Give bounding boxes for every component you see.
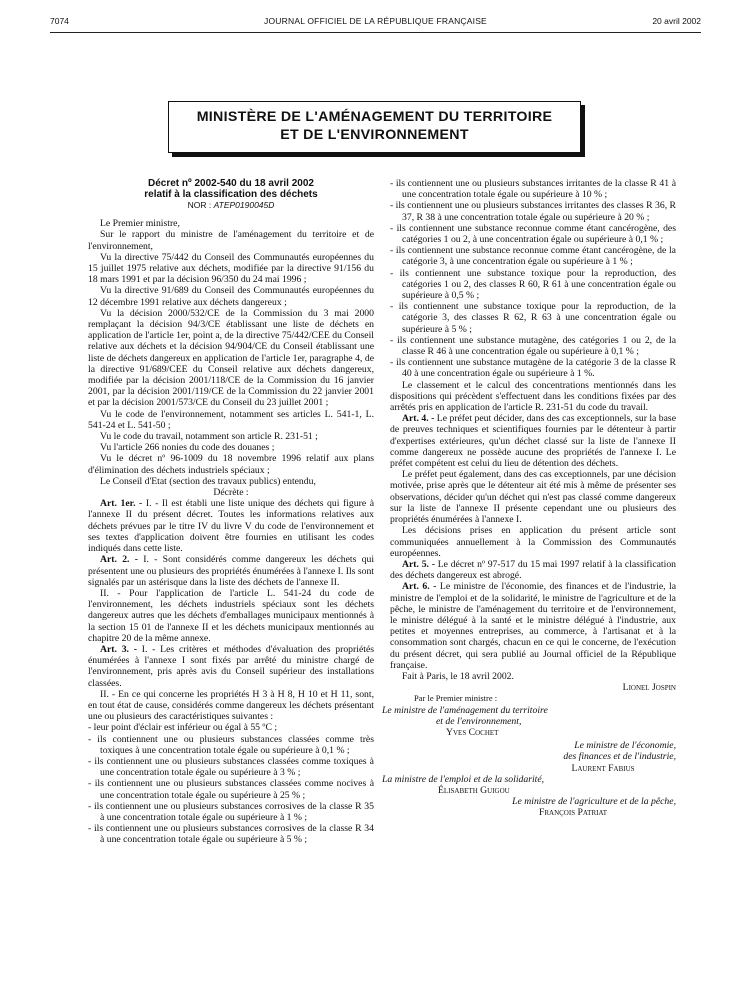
signature-title: Le ministre de l'économie, [574,740,676,752]
signatory-name: Yves Cochet [446,726,499,738]
list-item: - ils contiennent une substance mutagène, des catégories 1 ou 2, de la classe R 46 à une concentration égale ou supérieure à 0,1 % ; [390,334,676,358]
header-rule [50,32,701,33]
ministry-line-1: MINISTÈRE DE L'AMÉNAGEMENT DU TERRITOIRE [196,109,553,125]
running-header [50,16,701,30]
preamble-paragraph: Vu le décret nº 96-1009 du 18 novembre 1996 relatif aux plans d'élimination des déchets industriels spéciaux ; [88,453,374,476]
signature-block-agriculture [390,796,676,818]
article-label: Art. 6. - [402,581,437,593]
signature-title: et de l'environnement, [436,715,522,727]
list-item: - ils contiennent une substance reconnue comme étant cancérogène, des catégories 1 ou 2, à une concentration égale ou supérieure à 0,1 % ; [390,222,676,246]
article-text: Le décret nº 97-517 du 15 mai 1997 relatif à la classification des déchets dangereux est abrogé. [390,558,677,582]
signature-block-environment [382,705,676,739]
signature-title: des finances et de l'industrie, [563,751,676,763]
list-item: - ils contiennent une ou plusieurs substances corrosives de la classe R 34 à une concentration totale égale ou supérieure à 5 % ; [88,823,374,846]
by-prime-minister: Par le Premier ministre : [414,693,498,704]
article-1 [88,498,374,554]
list-item: - ils contiennent une substance toxique pour la reproduction, des catégories 1 ou 2, des classes R 60, R 61 à une concentration égale ou supérieure à 0,5 % ; [390,267,676,302]
right-column [382,178,677,819]
nor-label: NOR : [187,200,212,210]
article-2 [88,554,374,588]
article-4 [390,413,676,469]
preamble-paragraph: Sur le rapport du ministre de l'aménagement du territoire et de l'environnement, [88,229,374,252]
preamble-paragraph: Le Conseil d'Etat (section des travaux publics) entendu, [100,475,316,487]
decree-title-line-1: Décret nº 2002-540 du 18 avril 2002 [148,178,314,189]
list-item: - ils contiennent une ou plusieurs substances corrosives de la classe R 35 à une concentration totale égale ou supérieure à 1 % ; [88,800,374,823]
list-item: - ils contiennent une ou plusieurs substances irritantes des classes R 36, R 37, R 38 à une concentration totale égale ou supérieure à 20 % ; [390,200,676,223]
signature-title: La ministre de l'emploi et de la solidarité, [382,773,545,785]
nor-value: ATEP0190045D [213,200,275,210]
article-text: I. - Il est établi une liste unique des déchets qui figure à l'annexe II du présent décret. Toutes les informations relatives aux déchets prévues par le titre IV du livre V du code de l'environnement et ses textes d'application doivent être fournies en utilisant les codes indiqués dans cette liste. [88,498,374,555]
article-label: Art. 5. - [402,558,435,570]
article-text: Le ministre de l'économie, des finances et de l'industrie, la ministre de l'emploi et de la solidarité, le ministre de l'agriculture et de la pêche, le ministre de l'aménagement du territoire et de l'environnement, le ministre délégué à la santé et le ministre délégué à l'industrie, aux petites et moyennes entreprises, au commerce, à l'artisanat et à la consommation sont chargés, chacun en ce qui le concerne, de l'exécution du présent décret, qui sera publié au Journal officiel de la République française. [390,581,677,671]
signatory-name: Élisabeth Guigou [438,784,510,796]
preamble-paragraph: Vu la directive 91/689 du Conseil des Communautés européennes du 12 décembre 1991 relative aux déchets dangereux ; [88,285,374,308]
ministry-box [168,101,581,153]
article-4-paragraph: Le préfet peut également, dans des cas exceptionnels, par une décision motivée, prise après que le détenteur ait été mis à même de présenter ses observations, décider qu'un déchet qui n'est pas classé comme dangereux sur la liste de l'annexe II présente cependant une ou plusieurs des propriétés énumérées à l'annexe I. [390,469,676,526]
nor-reference [88,200,374,211]
ministry-line-2: ET DE L'ENVIRONNEMENT [280,127,469,143]
issue-date: 20 avril 2002 [652,16,701,26]
page-number: 7074 [50,16,69,26]
signature-title: Le ministre de l'agriculture et de la pêche, [512,796,676,808]
list-item: - leur point d'éclair est inférieur ou égal à 55 ºC ; [88,722,278,734]
article-4-paragraph: Les décisions prises en application du présent article sont communiquées annuellement à la Commission des Communautés européennes. [390,525,676,559]
article-2-ii: II. - Pour l'application de l'article L. 541-24 du code de l'environnement, les déchets industriels spéciaux sont les déchets dangereux autres que les déchets d'emballages municipaux mentionnés à la section 15 01 de l'annexe II et les déchets municipaux mentionnés au chapitre 20 de la même annexe. [88,587,374,644]
preamble-paragraph: Le Premier ministre, [100,218,180,230]
signature-title: Le ministre de l'aménagement du territoire [382,704,548,716]
classification-paragraph: Le classement et le calcul des concentrations mentionnés dans les dispositions qui précèdent s'effectuent dans les conditions fixées par des arrêtés pris en application de l'article R. 231-51 du code du travail. [390,379,676,414]
journal-title: JOURNAL OFFICIEL DE LA RÉPUBLIQUE FRANÇAISE [264,16,487,26]
signature-place-date: Fait à Paris, le 18 avril 2002. [402,670,514,682]
list-item: - ils contiennent une substance mutagène de la catégorie 3 de la classe R 40 à une concentration égale ou supérieure à 1 %. [390,357,676,380]
decree-title-line-2: relatif à la classification des déchets [144,189,318,200]
signature-block-economy [390,740,676,774]
signatory-prime-minister: Lionel Jospin [622,682,676,694]
signature-block-employment [382,774,676,796]
list-item: - ils contiennent une ou plusieurs substances classées comme nocives à une concentration totale égale ou supérieure à 25 % ; [88,778,374,801]
article-label: Art. 1er. - [100,498,143,510]
decrees-heading: Décrète : [213,487,249,499]
article-3 [88,644,374,689]
list-item: - ils contiennent une ou plusieurs substances irritantes de la classe R 41 à une concentration totale égale ou supérieure à 10 % ; [390,178,676,201]
article-3-ii: II. - En ce qui concerne les propriétés H 3 à H 8, H 10 et H 11, sont, en tout état de cause, considérés comme dangereux les déchets présentant une ou plusieurs des caractéristiques suivantes : [88,688,374,723]
article-label: Art. 3. - [100,643,137,655]
article-label: Art. 2. - [100,554,138,566]
article-text: I. - Sont considérés comme dangereux les déchets qui présentent une ou plusieurs des propriétés énumérées à l'annexe I. Ils sont signalés par un astérisque dans la liste des déchets de l'annexe II. [88,554,375,588]
preamble-paragraph: Vu la décision 2000/532/CE de la Commission du 3 mai 2000 remplaçant la décision 94/3/CE établissant une liste de déchets en application de l'article 1er, point a, de la directive 75/442/CEE du Conseil relative aux déchets et la décision 94/904/CE du Conseil établissant une liste de déchets dangereux en application de l'article 1er, paragraphe 4, de la directive 91/689/CEE du Conseil relative aux déchets dangereux, modifiée par la décision 2001/118/CE de la Commission du 16 janvier 2001, par la décision 2001/119/CE de la Commission du 22 janvier 2001 et par la décision 2001/573/CE du Conseil du 23 juillet 2001 ; [88,307,374,409]
list-item: - ils contiennent une substance reconnue comme étant cancérogène, de la catégorie 3, à une concentration égale ou supérieure à 1 % ; [390,245,676,268]
decree-title [88,178,374,200]
article-text: I. - Les critères et méthodes d'évaluation des propriétés énumérées à l'annexe I sont fixés par arrêté du ministre chargé de l'environnement, pris après avis du Conseil supérieur des installations classées. [88,643,375,689]
list-item: - ils contiennent une ou plusieurs substances classées comme très toxiques à une concentration totale égale ou supérieure à 0,1 % ; [88,733,374,756]
article-text: Le préfet peut décider, dans des cas exceptionnels, sur la base de preuves techniques et scientifiques fournies par le détenteur à partir d'expertises extérieures, qu'un déchet classé sur la liste de l'annexe II comme dangereux ne possède aucune des propriétés de l'annexe I. Le préfet compétent est celui du lieu de détention des déchets. [390,413,677,470]
preamble-paragraph: Vu la directive 75/442 du Conseil des Communautés européennes du 15 juillet 1975 relative aux déchets, modifiée par la directive 91/156 du 18 mars 1991 et par la décision 96/350 du 24 mai 1996 ; [88,251,374,286]
list-item: - ils contiennent une ou plusieurs substances classées comme toxiques à une concentration totale égale ou supérieure à 3 % ; [88,755,374,779]
preamble-paragraph: Vu le code de l'environnement, notamment ses articles L. 541-1, L. 541-24 et L. 541-50 ; [88,408,374,431]
preamble-paragraph: Vu l'article 266 nonies du code des douanes ; [100,442,275,454]
article-label: Art. 4. - [402,413,435,425]
signatory-name: François Patriat [538,807,608,819]
article-5 [390,559,676,581]
preamble-paragraph: Vu le code du travail, notamment son article R. 231-51 ; [100,431,318,443]
article-6 [390,581,676,671]
signatory-name: Laurent Fabius [571,762,635,774]
left-column [88,178,374,846]
list-item: - ils contiennent une substance toxique pour la reproduction, de la catégorie 3, des classes R 62, R 63 à une concentration égale ou supérieure à 5 % ; [390,301,676,335]
